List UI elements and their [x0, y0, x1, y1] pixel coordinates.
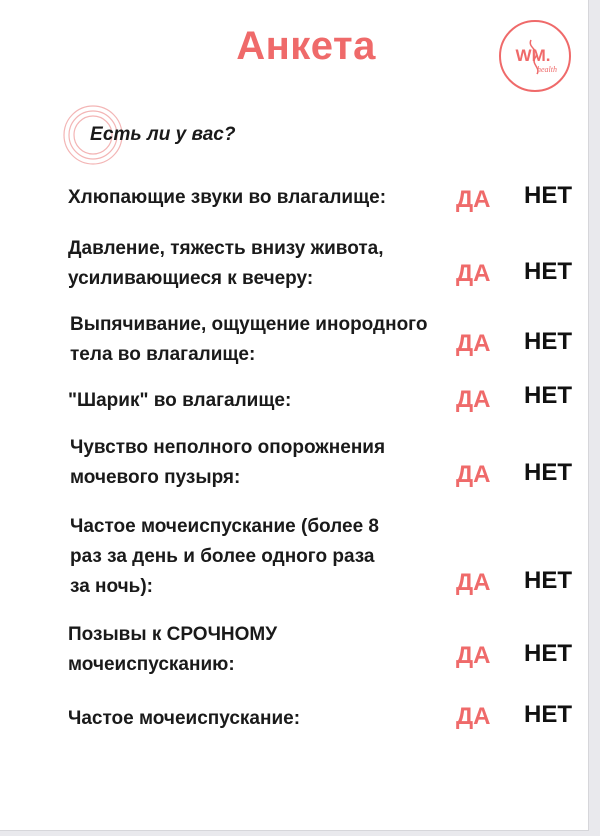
answer-yes-6[interactable]: ДА [456, 569, 491, 596]
brand-logo [497, 18, 573, 94]
answer-no-2[interactable]: НЕТ [524, 258, 572, 285]
answer-no-3[interactable]: НЕТ [524, 328, 572, 355]
answer-no-7[interactable]: НЕТ [524, 640, 572, 667]
answer-no-5[interactable]: НЕТ [524, 459, 572, 486]
question-8: Частое мочеиспускание: [68, 708, 301, 729]
logo-sub: health [537, 65, 557, 74]
answer-yes-2[interactable]: ДА [456, 260, 491, 287]
question-5: Чувство неполного опорожнения мочевого пузыря: [70, 437, 386, 488]
logo-emblem-icon [497, 18, 573, 94]
question-2: Давление, тяжесть внизу живота, усиливающиеся к вечеру: [68, 238, 384, 289]
answer-no-1[interactable]: НЕТ [524, 182, 572, 209]
logo-mark: WM. [515, 46, 551, 65]
question-4: "Шарик" во влагалище: [68, 390, 292, 411]
answer-no-8[interactable]: НЕТ [524, 701, 572, 728]
question-3: Выпячивание, ощущение инородного тела во влагалище: [70, 314, 428, 365]
answer-no-4[interactable]: НЕТ [524, 382, 572, 409]
section-subtitle: Есть ли у вас? [90, 124, 236, 145]
answer-yes-1[interactable]: ДА [456, 186, 491, 213]
page-title: Анкета [236, 24, 376, 68]
section-header [62, 104, 262, 166]
question-1: Хлюпающие звуки во влагалище: [68, 187, 387, 208]
answer-yes-8[interactable]: ДА [456, 703, 491, 730]
question-6: Частое мочеиспускание (более 8 раз за день и более одного раза за ночь): [70, 516, 379, 597]
answer-yes-5[interactable]: ДА [456, 461, 491, 488]
answer-yes-7[interactable]: ДА [456, 642, 491, 669]
answer-yes-4[interactable]: ДА [456, 386, 491, 413]
answer-no-6[interactable]: НЕТ [524, 567, 572, 594]
answer-yes-3[interactable]: ДА [456, 330, 491, 357]
question-7: Позывы к СРОЧНОМУ мочеиспусканию: [68, 624, 278, 675]
